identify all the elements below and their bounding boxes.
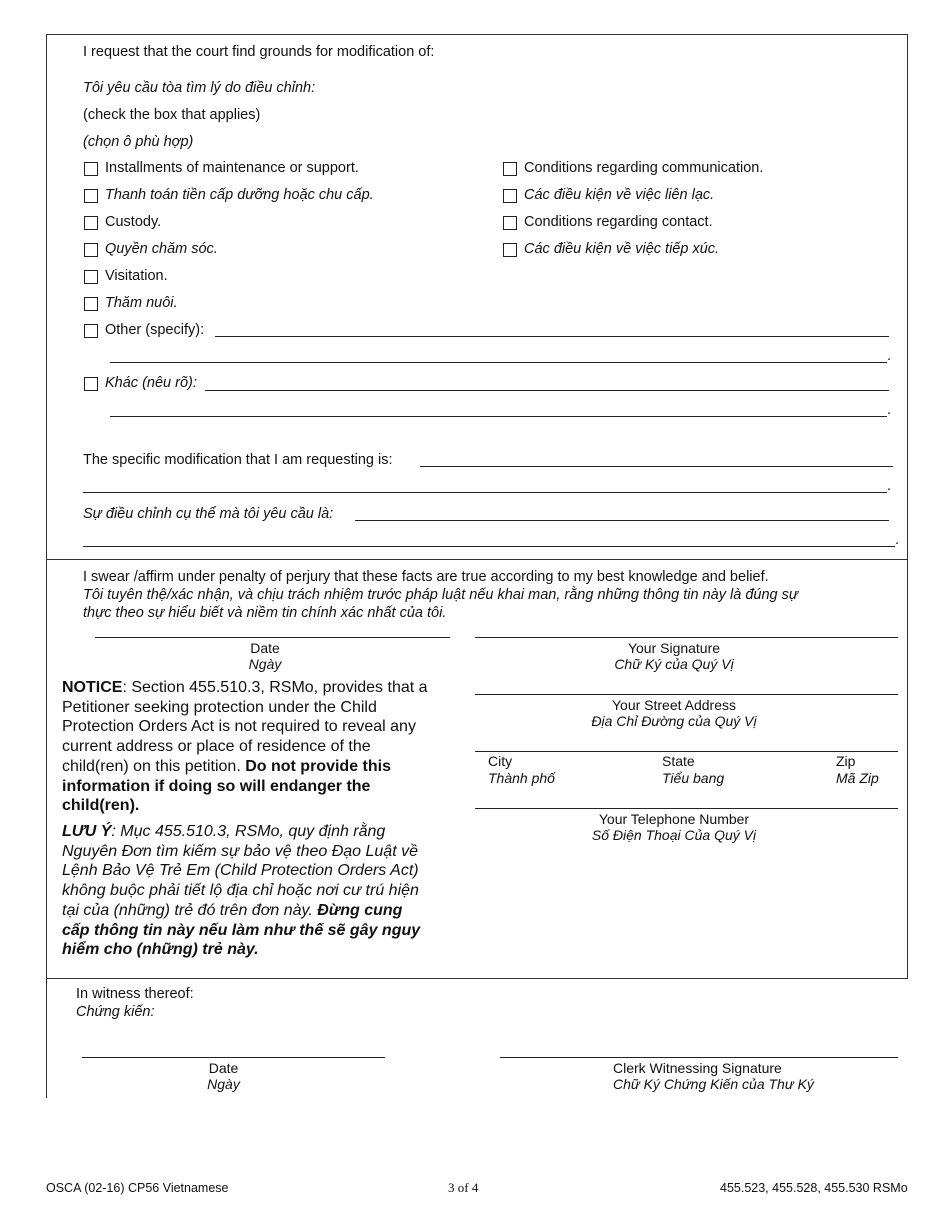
oath-en: I swear /affirm under penalty of perjury that these facts are true according to my best knowledge and belief. [83,569,769,585]
other-vi-line-1[interactable] [205,390,889,391]
checkbox-custody[interactable] [84,216,98,230]
notice-en [62,678,434,816]
notice-vi [62,822,434,960]
checkbox-communication-vi[interactable] [503,189,517,203]
other-vi-line-2[interactable] [110,416,887,417]
option-contact-vi: Các điều kiện về việc tiếp xúc. [524,241,720,257]
date-label-vi: Ngày [248,656,282,672]
specific-modification-vi: Sự điều chỉnh cụ thể mà tôi yêu cầu là: [83,506,334,522]
request-intro-en: I request that the court find grounds for modification of: [83,44,435,60]
option-other-vi: Khác (nêu rõ): [105,375,197,391]
option-communication-en: Conditions regarding communication. [524,160,764,176]
street-address-label-vi: Địa Chỉ Đường của Quý Vị [591,713,757,729]
checkbox-contact-vi[interactable] [503,243,517,257]
checkbox-installments-vi[interactable] [84,189,98,203]
notice-text-en: : Section 455.510.3, RSMo, provides that a Petitioner seeking protection under the Child Protection Orders Act is not required to reveal any current address or place of residence of the child(ren) on this petition. [62,679,428,775]
witness-vi: Chứng kiến: [76,1004,155,1020]
oath-vi-line1: Tôi tuyên thệ/xác nhận, và chịu trách nhiệm trước pháp luật nếu khai man, rằng những thông tin này là đúng sự [83,587,799,603]
state-label-vi: Tiểu bang [662,770,725,786]
oath-vi-line2: thực theo sự hiểu biết và niềm tin chính xác nhất của tôi. [83,605,447,621]
witness-date-label-vi: Ngày [207,1076,240,1092]
witness-section-frame [46,978,47,1098]
specific-modification-line-1[interactable] [420,466,893,467]
request-intro-vi: Tôi yêu cầu tòa tìm lý do điều chỉnh: [83,80,316,96]
telephone-label-vi: Số Điện Thoại Của Quý Vị [591,827,757,843]
telephone-line[interactable] [475,808,898,809]
check-instruction-vi: (chọn ô phù hợp) [83,134,194,150]
checkbox-other-vi[interactable] [84,377,98,391]
notice-warning-en: Do not provide this information if doing so will endanger the child(ren). [62,757,391,815]
checkbox-installments[interactable] [84,162,98,176]
footer-form-id: OSCA (02-16) CP56 Vietnamese [46,1181,229,1195]
checkbox-visitation-vi[interactable] [84,297,98,311]
footer-statutes: 455.523, 455.528, 455.530 RSMo [720,1181,908,1195]
city-label-vi: Thành phố [488,770,555,786]
clerk-signature-label-vi: Chữ Ký Chứng Kiến của Thư Ký [613,1076,814,1092]
option-communication-vi: Các điều kiện về việc liên lạc. [524,187,715,203]
check-instruction-en: (check the box that applies) [83,107,261,123]
zip-label-vi: Mã Zip [836,770,879,786]
specific-modification-en: The specific modification that I am requesting is: [83,452,393,468]
witness-date-label-en: Date [208,1060,239,1076]
option-installments-en: Installments of maintenance or support. [105,160,359,176]
checkbox-other[interactable] [84,324,98,338]
checkbox-communication[interactable] [503,162,517,176]
clerk-signature-label-en: Clerk Witnessing Signature [613,1060,782,1076]
option-custody-vi: Quyền chăm sóc. [105,241,218,257]
option-contact-en: Conditions regarding contact. [524,214,713,230]
checkbox-visitation[interactable] [84,270,98,284]
notice-label-vi: LƯU Ý [62,823,112,840]
option-other-en: Other (specify): [105,322,205,338]
specific-modification-line-2[interactable] [83,492,887,493]
specific-modification-vi-line-1[interactable] [355,520,889,521]
your-signature-line[interactable] [475,637,898,638]
clerk-signature-line[interactable] [500,1057,898,1058]
city-label-en: City [488,753,513,769]
state-label-en: State [662,753,695,769]
option-custody-en: Custody. [105,214,162,230]
notice-label-en: NOTICE [62,679,123,696]
street-address-line[interactable] [475,694,898,695]
date-label-en: Date [250,640,280,656]
your-signature-label-en: Your Signature [627,640,721,656]
option-installments-vi: Thanh toán tiền cấp dưỡng hoặc chu cấp. [105,187,374,203]
zip-label-en: Zip [836,753,856,769]
checkbox-custody-vi[interactable] [84,243,98,257]
option-visitation-en: Visitation. [105,268,168,284]
notice-warning-vi: Đừng cung cấp thông tin này nếu làm như thế sẽ gây nguy hiểm cho (những) trẻ này. [62,901,421,959]
option-visitation-vi: Thăm nuôi. [105,295,178,311]
footer-page-number: 3 of 4 [448,1180,479,1195]
street-address-label-en: Your Street Address [611,697,736,713]
other-specify-line-1[interactable] [215,336,889,337]
your-signature-label-vi: Chữ Ký của Quý Vị [614,656,734,672]
other-specify-line-2[interactable] [110,362,887,363]
telephone-label-en: Your Telephone Number [598,811,750,827]
witness-en: In witness thereof: [76,986,194,1002]
city-state-zip-line[interactable] [475,751,898,752]
witness-date-line[interactable] [82,1057,385,1058]
checkbox-contact[interactable] [503,216,517,230]
notice-text-vi: : Mục 455.510.3, RSMo, quy định rằng Nguyên Đơn tìm kiếm sự bảo vệ theo Đạo Luật về Lệnh Bảo Vệ Trẻ Em (Child Protection Orders Act) không buộc phải tiết lộ địa chỉ hoặc nơi cư trú hiện tại của (những) trẻ đó trên đơn này. [62,823,419,919]
date-signature-line[interactable] [95,637,450,638]
specific-modification-vi-line-2[interactable] [83,546,895,547]
